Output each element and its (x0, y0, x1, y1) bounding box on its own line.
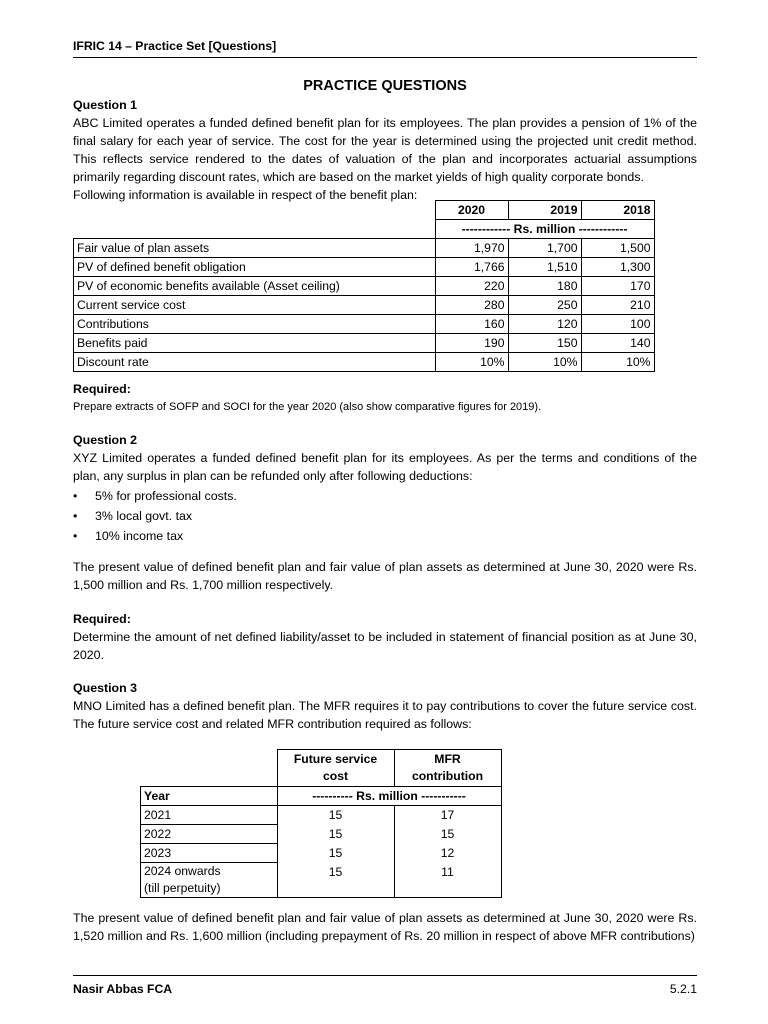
cell-value: 160 (435, 315, 508, 334)
list-item: • 5% for professional costs. (73, 486, 697, 506)
table-row (74, 239, 655, 258)
table-row (141, 863, 502, 898)
page-number: 5.2.1 (669, 982, 697, 996)
cell-value: 190 (435, 334, 508, 353)
cell-value: 15 (277, 844, 394, 863)
year-cell: 2022 (141, 825, 278, 844)
question-1-body: ABC Limited operates a funded defined benefit plan for its employees. The plan provides a pension of 1% of the final salary for each year of service. The cost for the year is determined using the projected unit credit method. This reflects service rendered to the dates of valuation of the plan and incorporates actuarial assumptions primarily regarding discount rates, which are based on the market yields of high quality corporate bonds. (73, 116, 697, 184)
cell-value: 15 (277, 806, 394, 825)
bullet-icon: • (73, 529, 78, 543)
cell-value: 120 (508, 315, 581, 334)
cell-value: 170 (581, 277, 654, 296)
row-label: Discount rate (74, 353, 436, 372)
year-cell: 2021 (141, 806, 278, 825)
question-3-heading: Question 3 (73, 681, 138, 695)
question-1-required (73, 380, 697, 416)
list-item: • 3% local govt. tax (73, 506, 697, 526)
table-row (74, 277, 655, 296)
cell-value: 250 (508, 296, 581, 315)
table-row (141, 825, 502, 844)
year-cell: 2023 (141, 844, 278, 863)
question-1 (73, 96, 697, 204)
required-text: Prepare extracts of SOFP and SOCI for the year 2020 (also show comparative figures for 2019). (73, 401, 542, 413)
question-3-para: The present value of defined benefit plan and fair value of plan assets as determined at June 30, 2020 were Rs. 1,520 million and Rs. 1,600 million (including prepayment of Rs. 20 million in respect of above MFR contributions) (73, 911, 697, 943)
table-row (74, 296, 655, 315)
benefit-plan-table (73, 200, 655, 372)
cell-value: 15 (277, 825, 394, 844)
row-label: PV of defined benefit obligation (74, 258, 436, 277)
cell-value: 15 (277, 863, 394, 898)
page-title: PRACTICE QUESTIONS (303, 78, 467, 94)
question-3 (73, 679, 697, 733)
page-header: IFRIC 14 – Practice Set [Questions] (73, 37, 697, 58)
cell-value: 1,970 (435, 239, 508, 258)
cell-value: 1,300 (581, 258, 654, 277)
year-cell: 2024 onwards (till perpetuity) (141, 863, 278, 898)
year-header-2020: 2020 (435, 201, 508, 220)
row-label: Benefits paid (74, 334, 436, 353)
table-row (74, 334, 655, 353)
footer-author: Nasir Abbas FCA (73, 982, 173, 996)
unit-row: ---------- Rs. million ----------- (277, 787, 501, 806)
question-2-para: The present value of defined benefit plan and fair value of plan assets as determined at June 30, 2020 were Rs. 1,500 million and Rs. 1,700 million respectively. (73, 560, 697, 592)
cell-value: 1,700 (508, 239, 581, 258)
unit-row: ------------ Rs. million ------------ (435, 220, 654, 239)
cell-value: 10% (508, 353, 581, 372)
cell-value: 11 (394, 863, 501, 898)
bullet-icon: • (73, 509, 78, 523)
row-label: Fair value of plan assets (74, 239, 436, 258)
cell-value: 12 (394, 844, 501, 863)
cell-value: 210 (581, 296, 654, 315)
col-mfr-contribution: MFR contribution (394, 750, 501, 787)
cell-value: 1,510 (508, 258, 581, 277)
row-label: PV of economic benefits available (Asset ceiling) (74, 277, 436, 296)
year-label: Year (141, 787, 278, 806)
row-label: Contributions (74, 315, 436, 334)
page-footer (73, 975, 697, 998)
cell-value: 1,766 (435, 258, 508, 277)
required-heading: Required: (73, 612, 131, 626)
table-row (74, 258, 655, 277)
cell-value: 280 (435, 296, 508, 315)
question-2 (73, 431, 697, 546)
question-1-heading: Question 1 (73, 98, 138, 112)
question-3-body: MNO Limited has a defined benefit plan. The MFR requires it to pay contributions to cover the future service cost. The future service cost and related MFR contribution required as follows: (73, 699, 697, 731)
cell-value: 1,500 (581, 239, 654, 258)
cell-value: 17 (394, 806, 501, 825)
year-header-2018: 2018 (581, 201, 654, 220)
row-label: Current service cost (74, 296, 436, 315)
cell-value: 10% (581, 353, 654, 372)
cell-value: 150 (508, 334, 581, 353)
table-row (141, 806, 502, 825)
question-2-heading: Question 2 (73, 433, 138, 447)
cell-value: 100 (581, 315, 654, 334)
cell-value: 220 (435, 277, 508, 296)
table-row (141, 844, 502, 863)
col-future-service-cost: Future service cost (277, 750, 394, 787)
cell-value: 15 (394, 825, 501, 844)
bullet-icon: • (73, 489, 78, 503)
cell-value: 180 (508, 277, 581, 296)
question-2-required (73, 610, 697, 664)
required-text: Determine the amount of net defined liability/asset to be included in statement of financial position as at June 30, 2020. (73, 630, 697, 662)
table-row (74, 315, 655, 334)
deductions-list (73, 486, 697, 546)
cell-value: 140 (581, 334, 654, 353)
required-heading: Required: (73, 382, 131, 396)
year-header-2019: 2019 (508, 201, 581, 220)
mfr-table (140, 749, 502, 898)
cell-value: 10% (435, 353, 508, 372)
list-item: • 10% income tax (73, 526, 697, 546)
table-row (74, 353, 655, 372)
question-2-body: XYZ Limited operates a funded defined benefit plan for its employees. As per the terms and conditions of the plan, any surplus in plan can be refunded only after following deductions: (73, 451, 697, 483)
question-1-intro: Following information is available in respect of the benefit plan: (73, 188, 418, 202)
